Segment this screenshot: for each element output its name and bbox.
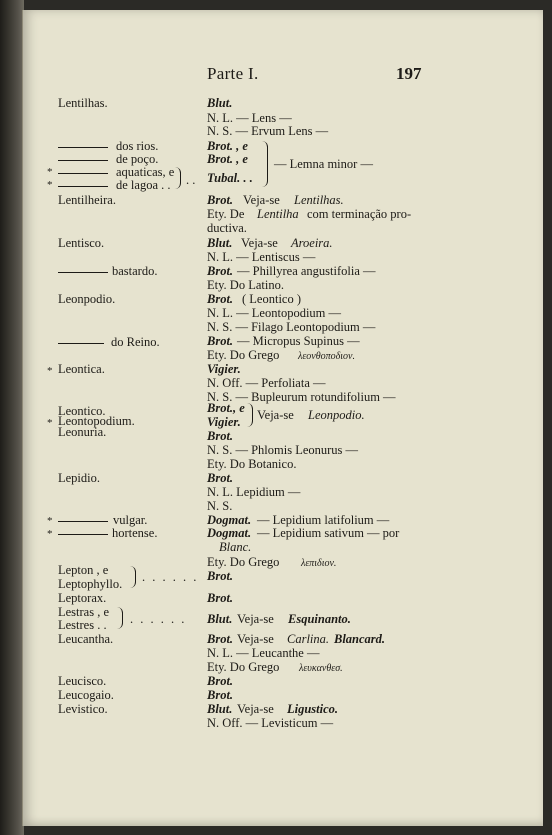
- entry-line: Ety. Do Botanico.: [207, 457, 297, 471]
- entry-line: Veja-se: [243, 193, 280, 207]
- entry-term: Lestres . .: [58, 618, 107, 632]
- entry-term: Leucantha.: [58, 632, 114, 646]
- entry-source: Dogmat.: [207, 526, 252, 540]
- entry-term: hortense.: [112, 526, 158, 540]
- entry-term: Levistico.: [58, 702, 108, 716]
- entry-term: Leontica.: [58, 362, 105, 376]
- entry-line: Veja-se: [257, 408, 294, 422]
- entry-line: Veja-se: [241, 236, 278, 250]
- brace-right: [130, 566, 136, 588]
- ditto-dash: [58, 534, 108, 535]
- entry-source: Blut.: [207, 236, 233, 250]
- ditto-dash: [58, 343, 104, 344]
- ditto-dash: [58, 272, 108, 273]
- entry-line: N. S.: [207, 499, 233, 513]
- entry-line: Veja-se: [237, 632, 274, 646]
- entry-line: Ety. Do Latino.: [207, 278, 284, 292]
- entry-line: N. Off. — Levisticum —: [207, 716, 334, 730]
- entry-line: N. L. — Leontopodium —: [207, 306, 342, 320]
- entry-reference: Carlina.: [287, 632, 330, 646]
- dot-leader: . . . . . .: [130, 612, 187, 626]
- entry-term: Leontico.: [58, 404, 106, 418]
- entry-term: Leptorax.: [58, 591, 107, 605]
- entry-line: ductiva.: [207, 221, 247, 235]
- entry-source: Blut.: [207, 702, 233, 716]
- entry-source: Brot.: [207, 632, 234, 646]
- entry-term: do Reino.: [111, 335, 160, 349]
- entry-line: Ety. Do Grego: [207, 555, 280, 569]
- entry-term: de lagoa . .: [116, 178, 171, 192]
- entry-line: Ety. Do Grego: [207, 660, 280, 674]
- entry-reference: Ligustico.: [287, 702, 339, 716]
- greek-word: λεονθοποδιον.: [298, 351, 355, 362]
- entry-reference: Blanc.: [219, 540, 252, 554]
- entry-term: bastardo.: [112, 264, 158, 278]
- entry-line: Ety. Do Grego: [207, 348, 280, 362]
- entry-source: Brot.: [207, 674, 234, 688]
- ditto-dash: [58, 521, 108, 522]
- entry-line: com terminação pro-: [307, 207, 412, 221]
- entry-source: Brot.: [207, 429, 234, 443]
- entry-source: Brot.: [207, 591, 234, 605]
- entry-source: Blut.: [207, 612, 233, 626]
- ditto-dash: [58, 173, 108, 174]
- entry-source: Brot.: [207, 264, 234, 278]
- entry-source: Brot., e: [207, 401, 245, 415]
- dot-leader: . .: [186, 173, 196, 187]
- entry-reference: Aroeira.: [291, 236, 333, 250]
- entry-line: Veja-se: [237, 612, 274, 626]
- entry-source: Brot. , e: [207, 152, 248, 166]
- entry-term: Leonpodio.: [58, 292, 116, 306]
- ditto-dash: [58, 160, 108, 161]
- entry-term: dos rios.: [116, 139, 159, 153]
- entry-line: N. S. — Phlomis Leonurus —: [207, 443, 359, 457]
- entry-source: Brot.: [207, 334, 234, 348]
- asterisk-mark: *: [47, 179, 53, 191]
- entry-reference: Blancard.: [334, 632, 386, 646]
- entry-line: Veja-se: [237, 702, 274, 716]
- brace-right: [262, 141, 268, 187]
- entry-source: Vigier.: [207, 362, 241, 376]
- entry-line: N. S. — Bupleurum rotundifolium —: [207, 390, 396, 404]
- entry-line: N. Off. — Perfoliata —: [207, 376, 326, 390]
- entry-reference: Esquinanto.: [288, 612, 351, 626]
- asterisk-mark: *: [47, 515, 53, 527]
- asterisk-mark: *: [47, 417, 53, 429]
- entry-line: N. L. — Leucanthe —: [207, 646, 320, 660]
- entry-term: Lepidio.: [58, 471, 101, 485]
- entry-source: Dogmat.: [207, 513, 252, 527]
- entry-source: Brot.: [207, 193, 234, 207]
- entry-line: N. S. — Ervum Lens —: [207, 124, 329, 138]
- entry-term: Lepton , e: [58, 563, 109, 577]
- entry-term: vulgar.: [113, 513, 148, 527]
- entry-source: Vigier.: [207, 415, 241, 429]
- entry-source: Brot.: [207, 688, 234, 702]
- greek-word: λεπιδιον.: [301, 558, 337, 569]
- entry-line: N. S. — Filago Leontopodium —: [207, 320, 376, 334]
- entry-term: Lentisco.: [58, 236, 105, 250]
- entry-source: Brot.: [207, 569, 234, 583]
- entry-source: Tubal. . .: [207, 171, 253, 185]
- entry-line: — Micropus Supinus —: [237, 334, 360, 348]
- asterisk-mark: *: [47, 166, 53, 178]
- entry-term: Leonuria.: [58, 425, 107, 439]
- page-number: 197: [396, 64, 422, 83]
- entry-term: Leontopodium.: [58, 414, 135, 428]
- running-title: Parte I.: [207, 64, 259, 83]
- ditto-dash: [58, 186, 108, 187]
- entry-source: Brot.: [207, 292, 234, 306]
- entry-source: Brot.: [207, 471, 234, 485]
- brace-right: [175, 167, 181, 189]
- asterisk-mark: *: [47, 365, 53, 377]
- entry-source: Blut.: [207, 96, 233, 110]
- entry-source: Brot. , e: [207, 139, 248, 153]
- entry-line: — Phillyrea angustifolia —: [237, 264, 376, 278]
- entry-term: Lestras , e: [58, 605, 110, 619]
- entry-term: de poço.: [116, 152, 159, 166]
- entry-line: — Lemna minor —: [274, 157, 373, 171]
- entry-reference: Lentilha: [257, 207, 299, 221]
- entry-line: — Lepidium latifolium —: [257, 513, 390, 527]
- entry-term: Leucisco.: [58, 674, 107, 688]
- dot-leader: . . . . . .: [142, 570, 199, 584]
- entry-line: N. L. — Lentiscus —: [207, 250, 316, 264]
- entry-line: N. L. — Lens —: [207, 111, 292, 125]
- entry-line: — Lepidium sativum — por: [257, 526, 400, 540]
- entry-line: N. L. Lepidium —: [207, 485, 301, 499]
- entry-term: Lentilheira.: [58, 193, 116, 207]
- entry-line: Ety. De: [207, 207, 245, 221]
- ditto-dash: [58, 147, 108, 148]
- entry-reference: Leonpodio.: [308, 408, 365, 422]
- asterisk-mark: *: [47, 528, 53, 540]
- entry-term: aquaticas, e: [116, 165, 175, 179]
- entry-reference: Lentilhas.: [294, 193, 344, 207]
- entry-term: Leucogaio.: [58, 688, 114, 702]
- brace-right: [117, 607, 123, 629]
- brace-right: [247, 403, 253, 427]
- greek-word: λευκανθεσ.: [299, 663, 343, 674]
- entry-term: Lentilhas.: [58, 96, 108, 110]
- entry-term: Leptophyllo.: [58, 577, 123, 591]
- entry-line: ( Leontico ): [242, 292, 302, 306]
